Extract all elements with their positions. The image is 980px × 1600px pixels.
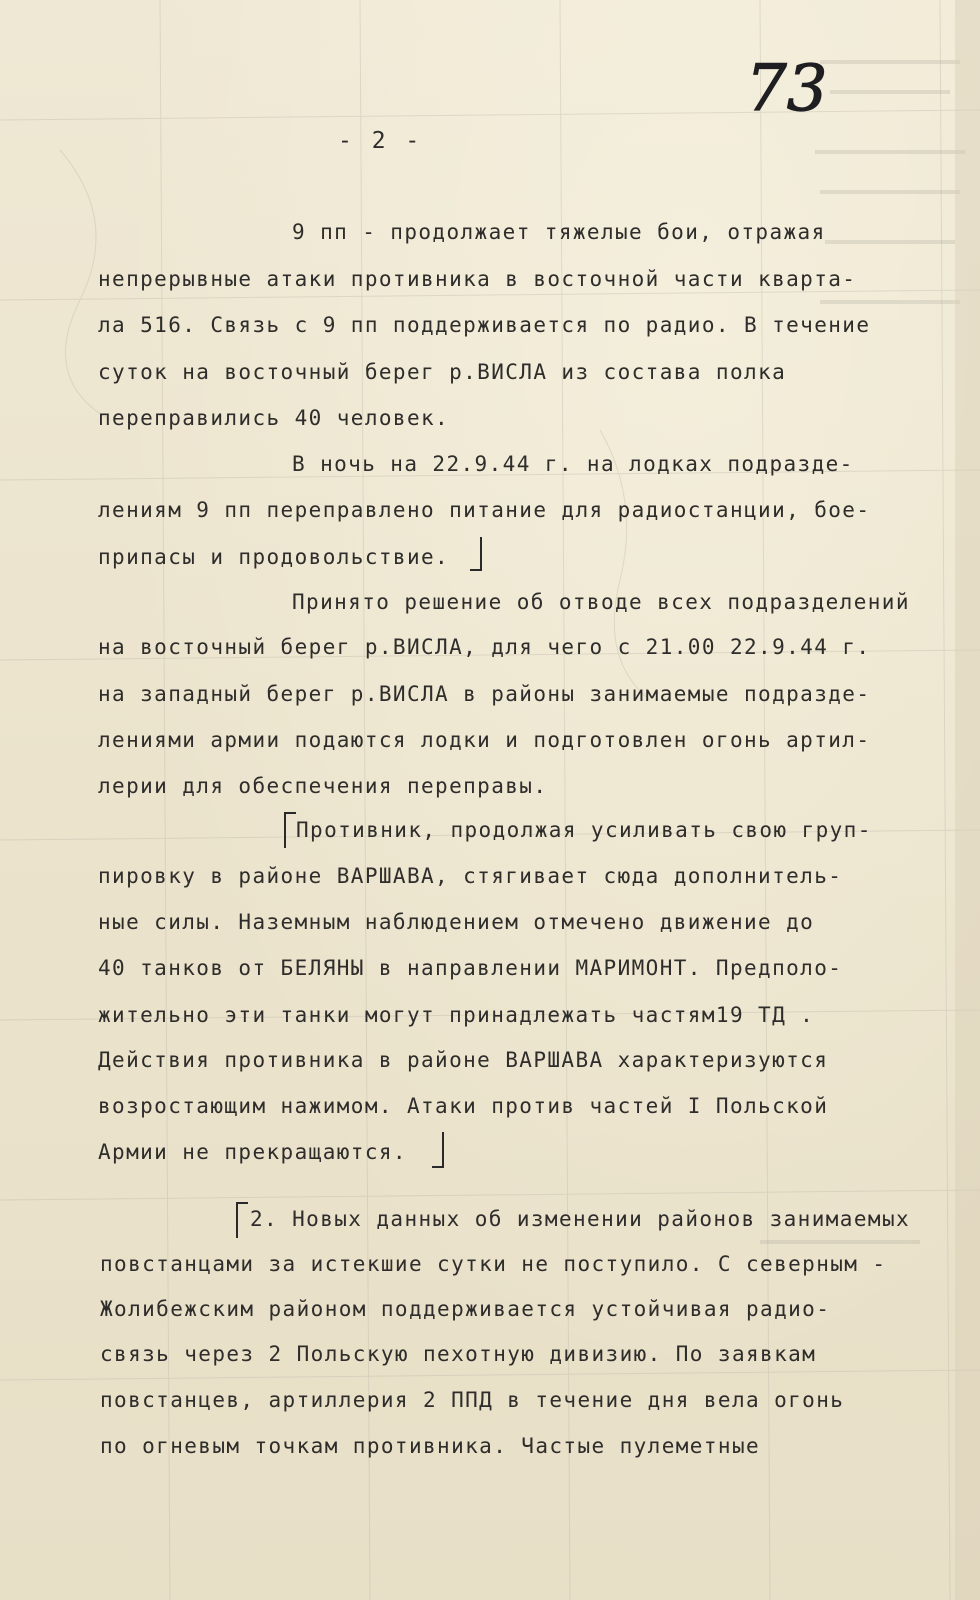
text-line: суток на восточный берег р.ВИСЛА из состава полка <box>98 360 787 384</box>
text-line: по огневым точкам противника. Частые пулеметные <box>100 1434 761 1458</box>
text-line: возростающим нажимом. Атаки против частей I Польской <box>98 1094 829 1118</box>
text-line: связь через 2 Польскую пехотную дивизию. По заявкам <box>100 1342 817 1366</box>
text-line: ла 516. Связь с 9 пп поддерживается по радио. В течение <box>98 313 871 337</box>
folio-number-text: 73 <box>746 52 828 126</box>
text-line: ные силы. Наземным наблюдением отмечено движение до <box>98 910 815 934</box>
text-line: на восточный берег р.ВИСЛА, для чего с 21.00 22.9.44 г. <box>98 635 871 659</box>
text-line: лерии для обеспечения переправы. <box>98 774 548 798</box>
text-line: 9 пп - продолжает тяжелые бои, отражая <box>292 220 826 244</box>
folio-number-handwritten <box>740 38 850 138</box>
text-line: повстанцами за истекшие сутки не поступило. С северным - <box>100 1252 887 1276</box>
text-line: В ночь на 22.9.44 г. на лодках подразде- <box>292 452 854 476</box>
text-line: Принято решение об отводе всех подразделений <box>292 590 910 614</box>
text-line: повстанцев, артиллерия 2 ППД в течение дня вела огонь <box>100 1388 845 1412</box>
text-line: лениями армии подаются лодки и подготовлен огонь артил- <box>98 728 871 752</box>
text-line: жительно эти танки могут принадлежать частям19 ТД . <box>98 1003 815 1027</box>
text-line: Жолибежским районом поддерживается устойчивая радио- <box>100 1297 831 1321</box>
text-line: Действия противника в районе ВАРШАВА характеризуются <box>98 1048 829 1072</box>
text-line: Противник, продолжая усиливать свою груп- <box>296 818 872 842</box>
text-line: 2. Новых данных об изменении районов занимаемых <box>250 1207 911 1231</box>
pencil-bracket-open <box>236 1202 248 1238</box>
pencil-bracket-open <box>284 812 296 848</box>
pencil-bracket-close <box>470 537 482 571</box>
text-line: непрерывные атаки противника в восточной части кварта- <box>98 267 857 291</box>
page-number: - 2 - <box>338 128 423 154</box>
text-line: переправились 40 человек. <box>98 406 450 430</box>
text-line: пировку в районе ВАРШАВА, стягивает сюда дополнитель- <box>98 864 843 888</box>
pencil-bracket-close <box>432 1132 444 1168</box>
text-line: припасы и продовольствие. <box>98 545 450 569</box>
text-line: лениям 9 пп переправлено питание для радиостанции, бое- <box>98 498 871 522</box>
text-line: на западный берег р.ВИСЛА в районы занимаемые подразде- <box>98 682 871 706</box>
text-line: 40 танков от БЕЛЯНЫ в направлении МАРИМОНТ. Предполо- <box>98 956 843 980</box>
text-line: Армии не прекращаются. <box>98 1140 407 1164</box>
